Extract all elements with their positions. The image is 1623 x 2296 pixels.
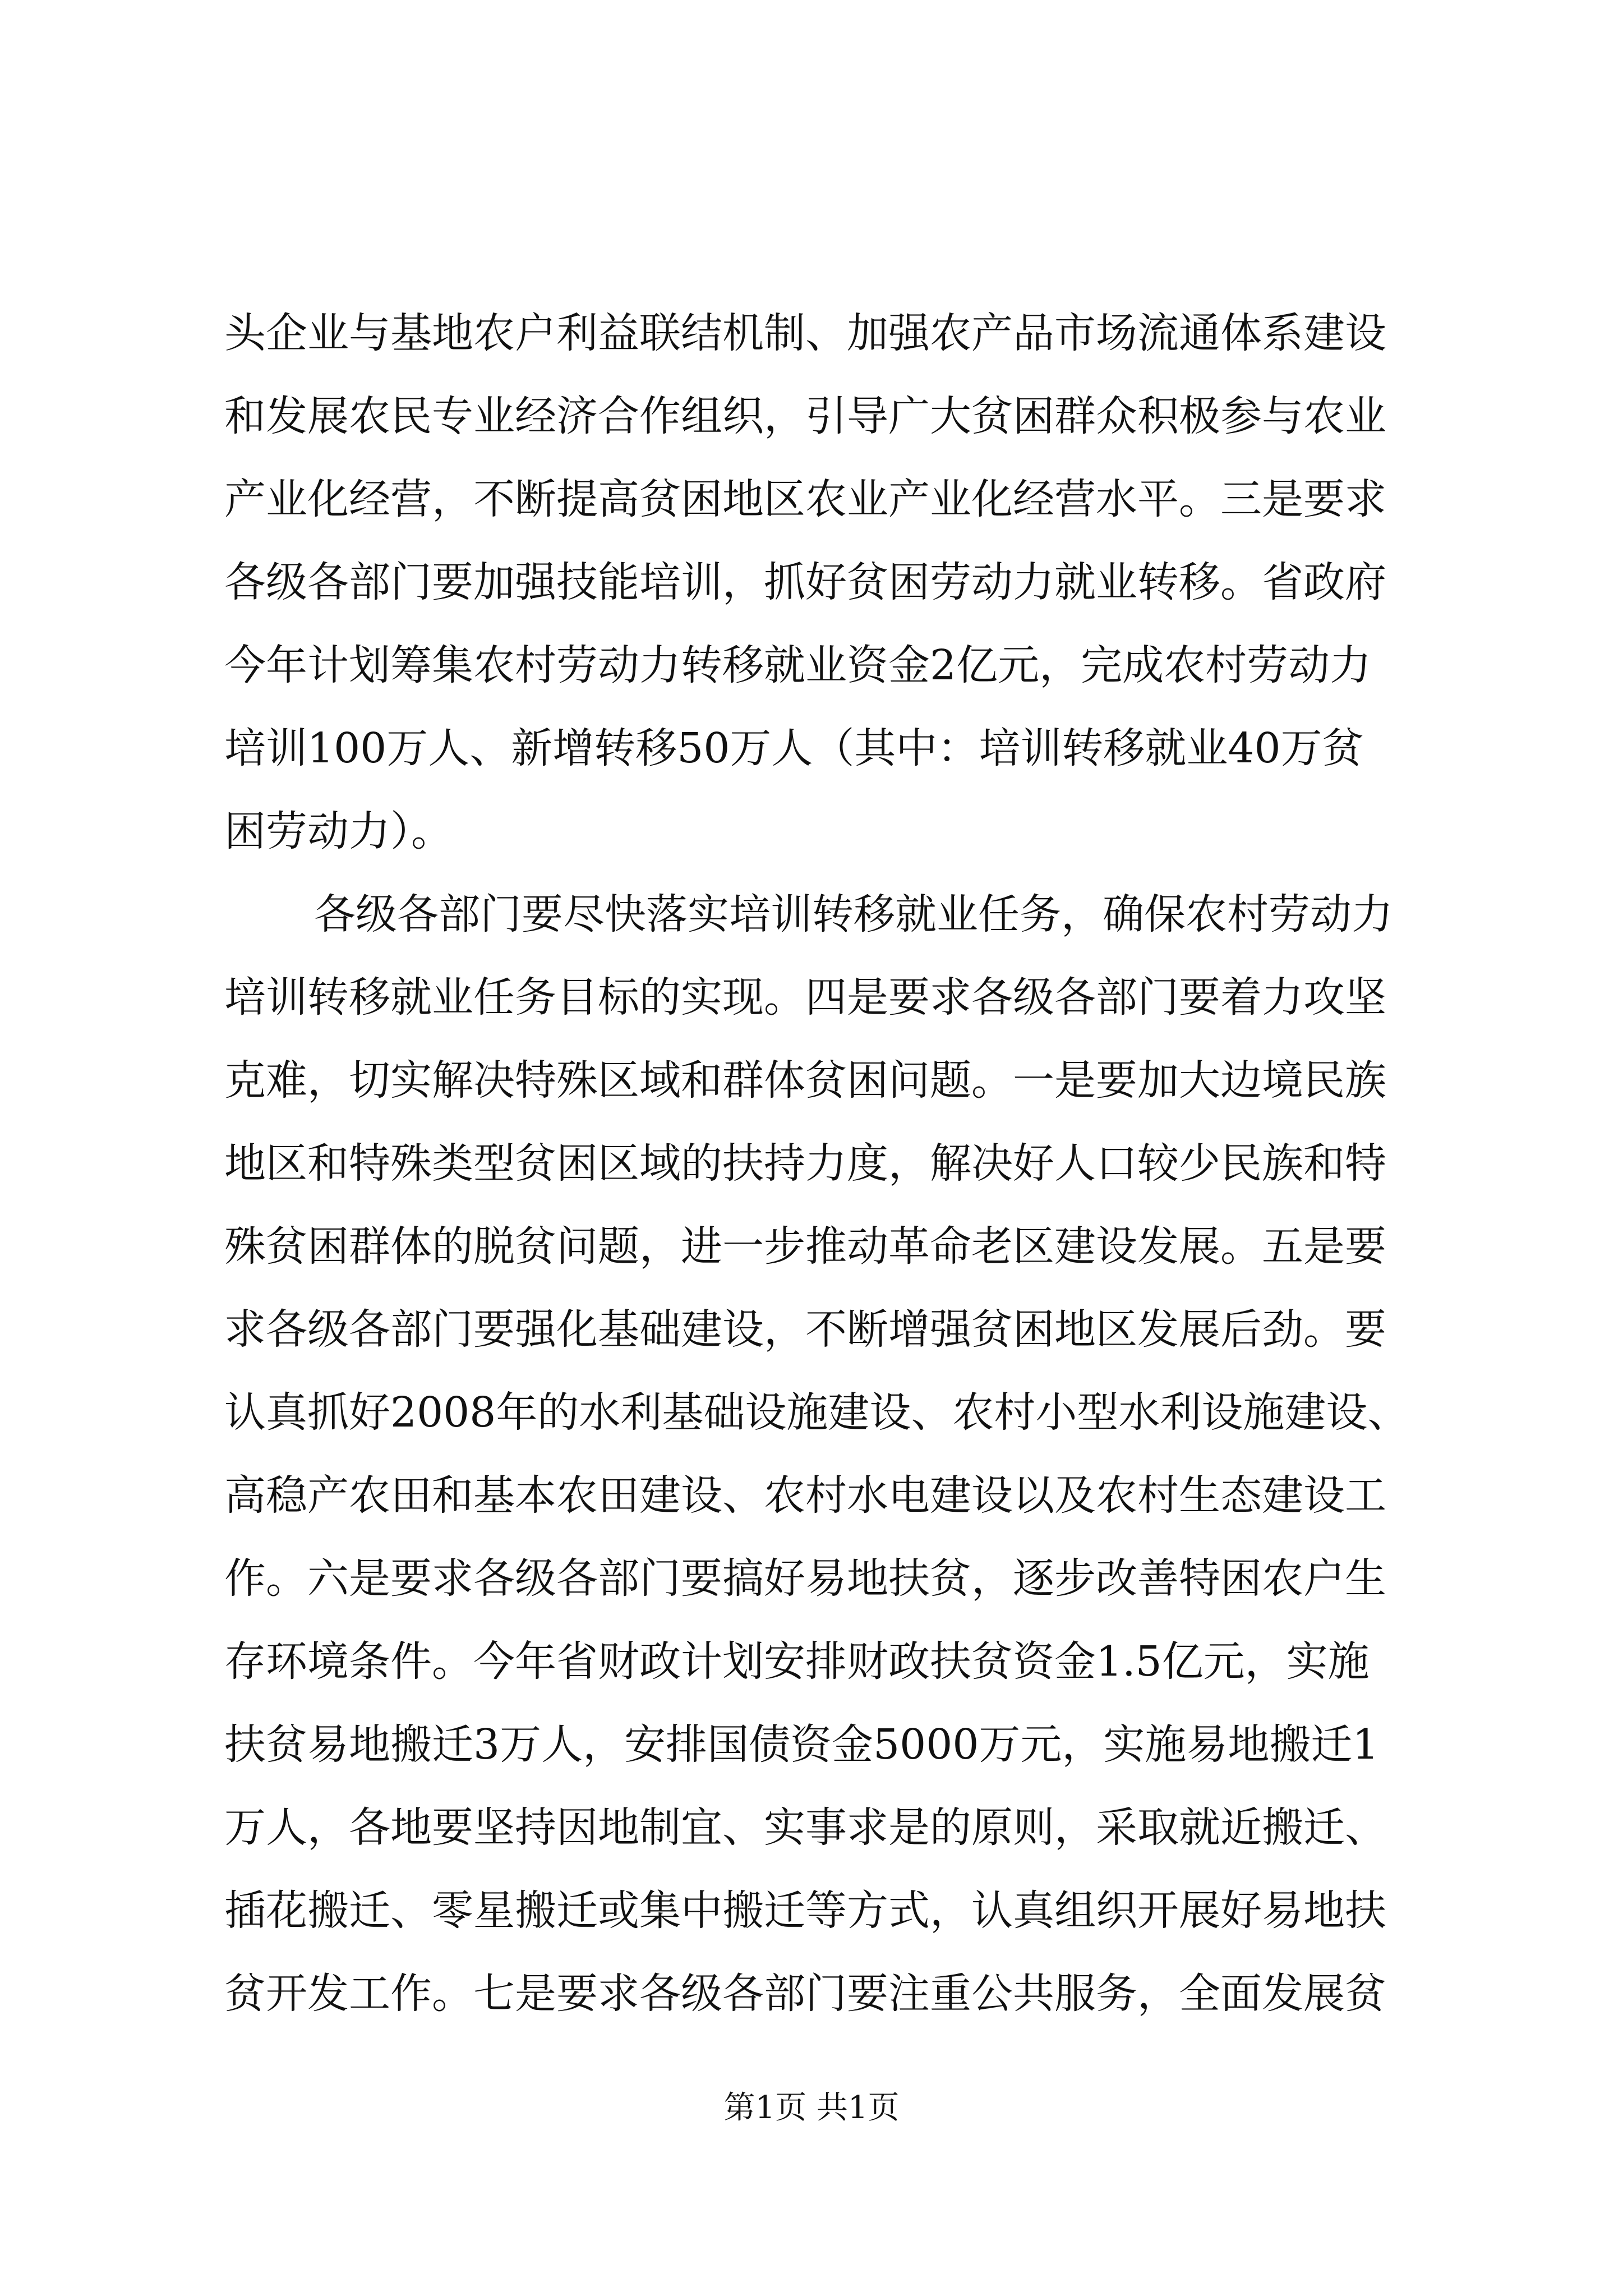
text-line: 高稳产农田和基本农田建设、农村水电建设以及农村生态建设工 bbox=[224, 1471, 1386, 1520]
document-body bbox=[224, 292, 1430, 2035]
text-line: 万人，各地要坚持因地制宜、实事求是的原则，采取就近搬迁、 bbox=[224, 1803, 1386, 1852]
text-line: 认真抓好2008年的水利基础设施建设、农村小型水利设施建设、 bbox=[224, 1388, 1409, 1437]
text-line: 产业化经营，不断提高贫困地区农业产业化经营水平。三是要求 bbox=[224, 475, 1386, 523]
text-line: 培训100万人、新增转移50万人（其中：培训转移就业40万贫 bbox=[224, 724, 1364, 772]
text-line: 插花搬迁、零星搬迁或集中搬迁等方式，认真组织开展好易地扶 bbox=[224, 1887, 1386, 1935]
text-line: 今年计划筹集农村劳动力转移就业资金2亿元，完成农村劳动力 bbox=[224, 641, 1372, 689]
text-line: 存环境条件。今年省财政计划安排财政扶贫资金1.5亿元，实施 bbox=[224, 1637, 1370, 1686]
text-line: 求各级各部门要强化基础建设，不断增强贫困地区发展后劲。要 bbox=[224, 1305, 1386, 1354]
text-line: 殊贫困群体的脱贫问题，进一步推动革命老区建设发展。五是要 bbox=[224, 1222, 1386, 1271]
text-line: 地区和特殊类型贫困区域的扶持力度，解决好人口较少民族和特 bbox=[224, 1139, 1386, 1188]
text-line: 扶贫易地搬迁3万人，安排国债资金5000万元，实施易地搬迁1 bbox=[224, 1720, 1379, 1769]
text-line: 头企业与基地农户利益联结机制、加强农产品市场流通体系建设 bbox=[224, 309, 1386, 357]
text-line: 克难，切实解决特殊区域和群体贫困问题。一是要加大边境民族 bbox=[224, 1056, 1386, 1105]
text-line: 各级各部门要加强技能培训，抓好贫困劳动力就业转移。省政府 bbox=[224, 558, 1386, 606]
paragraph-first-line: 各级各部门要尽快落实培训转移就业任务，确保农村劳动力 bbox=[314, 890, 1393, 938]
text-line: 贫开发工作。七是要求各级各部门要注重公共服务，全面发展贫 bbox=[224, 1970, 1386, 2018]
text-line: 和发展农民专业经济合作组织，引导广大贫困群众积极参与农业 bbox=[224, 392, 1386, 440]
page-number-footer: 第1页 共1页 bbox=[723, 2090, 900, 2126]
text-line: 作。六是要求各级各部门要搞好易地扶贫，逐步改善特困农户生 bbox=[224, 1554, 1386, 1603]
text-line: 培训转移就业任务目标的实现。四是要求各级各部门要着力攻坚 bbox=[224, 973, 1386, 1022]
text-line: 困劳动力）。 bbox=[224, 807, 453, 855]
